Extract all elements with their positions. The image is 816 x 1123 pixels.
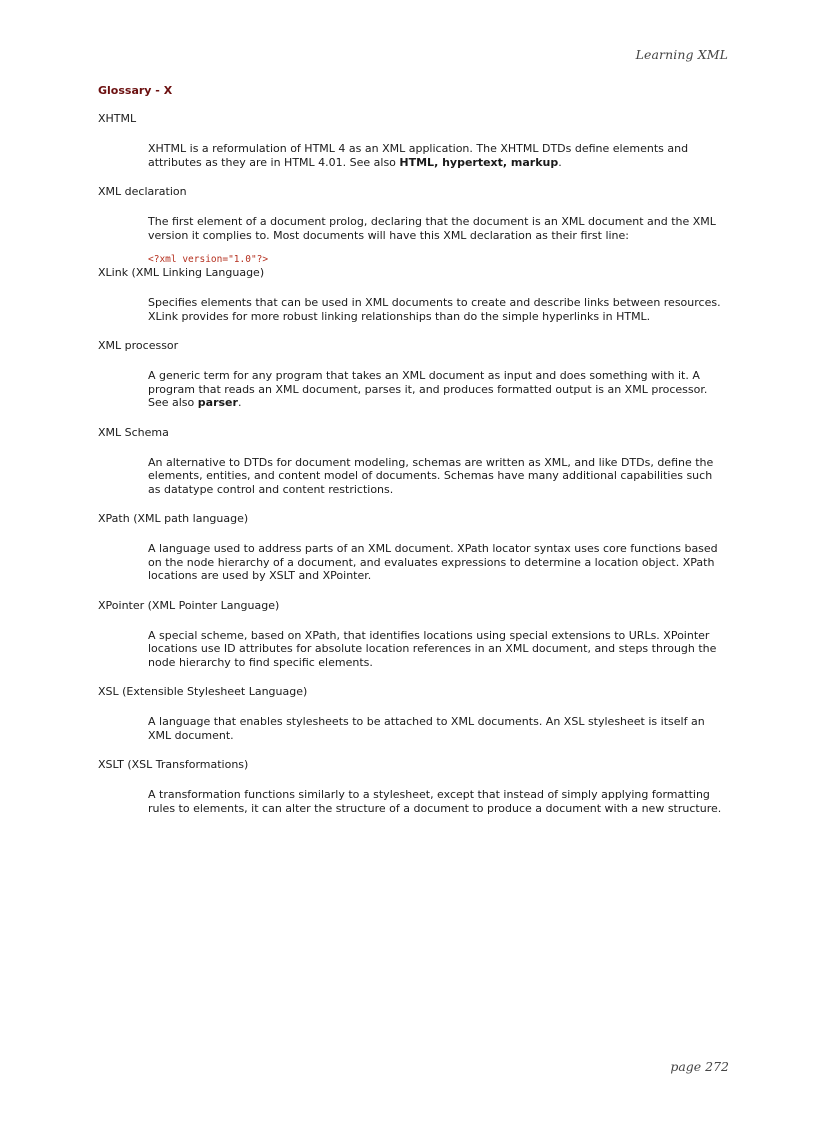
glossary-entry-xml-declaration <box>98 185 728 266</box>
page-number: page 272 <box>670 1059 729 1074</box>
see-also-reference: HTML, hypertext, markup <box>399 155 559 169</box>
running-header-title: Learning XML <box>635 47 728 62</box>
glossary-definition: An alternative to DTDs for document modeling, schemas are written as XML, and like DTDs, define the elements, entities, and content model of documents. Schemas have many additional capabilities such as datatype control and content restrictions. <box>148 455 714 496</box>
glossary-definition: A transformation functions similarly to a stylesheet, except that instead of simply applying formatting rules to elements, it can alter the structure of a document to produce a document with a new structure. <box>148 788 722 815</box>
see-also-reference: parser <box>197 396 238 409</box>
glossary-term: XHTML <box>98 112 137 125</box>
glossary-entry-xml-processor <box>98 339 728 410</box>
glossary-entry-xpath <box>98 512 728 583</box>
glossary-term: XLink (XML Linking Language) <box>98 266 265 279</box>
section-title: Glossary - X <box>98 84 173 97</box>
glossary-term: XSL (Extensible Stylesheet Language) <box>98 685 308 698</box>
definition-text: A generic term for any program that takes an XML document as input and does something with it. A program that reads an XML document, parses it, and produces formatted output is an XML processor. See also <box>148 369 708 409</box>
glossary-definition <box>148 142 728 169</box>
definition-end: . <box>558 155 562 169</box>
definition-text: XHTML is a reformulation of HTML 4 as an XML application. The XHTML DTDs define elements and attributes as they are in HTML 4.01. See also <box>148 142 689 169</box>
glossary-term: XPath (XML path language) <box>98 512 249 525</box>
glossary-entry-xslt <box>98 758 728 815</box>
glossary-definition: The first element of a document prolog, declaring that the document is an XML document and the XML version it complies to. Most documents will have this XML declaration as their first line: <box>148 215 716 242</box>
glossary-entry-xsl <box>98 685 728 742</box>
glossary-term: XML Schema <box>98 425 169 439</box>
glossary-entry-xhtml <box>98 112 728 169</box>
glossary-term: XPointer (XML Pointer Language) <box>98 598 280 612</box>
glossary-definition: A language that enables stylesheets to be attached to XML documents. An XSL stylesheet is itself an XML document. <box>148 715 705 742</box>
glossary-entry-xlink <box>98 266 728 323</box>
glossary-content <box>98 84 728 831</box>
glossary-definition: Specifies elements that can be used in XML documents to create and describe links between resources. XLink provides for more robust linking relationships than do the simple hyperlinks in HTML. <box>148 296 721 323</box>
glossary-definition: A special scheme, based on XPath, that identifies locations using special extensions to URLs. XPointer locations use ID attributes for absolute location references in an XML document, and steps through the node hierarchy to find specific elements. <box>148 628 717 669</box>
glossary-term: XML processor <box>98 339 179 352</box>
glossary-entry-xpointer <box>98 599 728 670</box>
definition-end: . <box>237 396 242 409</box>
glossary-term: XSLT (XSL Transformations) <box>98 758 249 771</box>
glossary-entry-xml-schema <box>98 426 728 497</box>
code-sample: <?xml version="1.0"?> <box>148 254 269 265</box>
glossary-term: XML declaration <box>98 185 187 198</box>
glossary-definition: A language used to address parts of an XML document. XPath locator syntax uses core functions based on the node hierarchy of a document, and evaluates expressions to determine a location object. XPath locations are used by XSLT and XPointer. <box>148 542 718 582</box>
glossary-definition <box>148 369 728 410</box>
